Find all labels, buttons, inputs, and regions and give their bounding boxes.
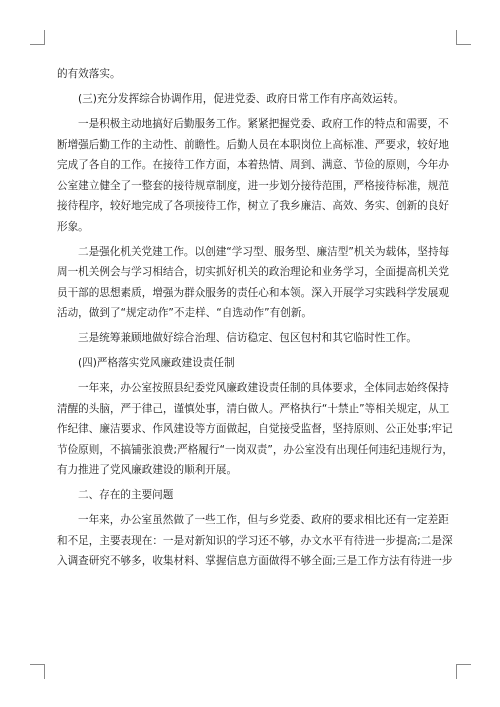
crop-mark-top-right <box>456 30 471 45</box>
section-heading <box>57 485 443 506</box>
text-line: 接待程序，较好地完成了各项接待工作，树立了我乡廉洁、高效、务实、创新的良好 <box>57 200 449 212</box>
text-line: 节俭原则，不搞铺张浪费;严格履行“一岗双责”，办公室没有出现任何违纪违规行为， <box>57 443 453 456</box>
body-paragraph <box>57 242 450 324</box>
body-paragraph <box>57 378 453 481</box>
text-line: 公室建立健全了一整套的接待规章制度，进一步划分接待范围，严格接待标准，规范 <box>57 179 449 192</box>
text-line: 断增强后勤工作的主动性、前瞻性。后勤人员在本职岗位上高标准、严要求，较好地 <box>57 138 449 151</box>
text-line: 的有效落实。 <box>57 68 121 80</box>
text-line: 入调查研究不够多，收集材料、掌握信息方面做得不够全面;三是工作方法有待进一步 <box>57 555 453 567</box>
text-line: (四)严格落实党风廉政建设责任制 <box>78 357 235 369</box>
document-body <box>57 64 453 572</box>
text-line: 一是积极主动地搞好后勤服务工作。紧紧把握党委、政府工作的特点和需要，不 <box>78 118 449 130</box>
text-line: 二是强化机关党建工作。以创建“学习型、服务型、廉洁型”机关为载体，坚持每 <box>78 245 450 258</box>
text-line: 形象。 <box>57 220 89 233</box>
text-line: 清醒的头脑，严于律己，谨慎处事，清白做人。严格执行“十禁止”等相关规定，从工 <box>57 402 450 415</box>
text-line: 员干部的思想素质，增强为群众服务的责任心和本领。深入开展学习实践科学发展观 <box>57 286 449 299</box>
text-line: 作纪律、廉洁要求、作风建设等方面做起，自觉接受监督，坚持原则、公正处事;牢记 <box>57 423 453 435</box>
text-line: 二、存在的主要问题 <box>78 489 174 501</box>
crop-mark-bottom-right <box>456 664 471 679</box>
body-paragraph <box>57 64 443 85</box>
text-line: 三是统筹兼顾地做好综合治理、信访稳定、包区包村和其它临时性工作。 <box>78 332 417 344</box>
text-line: 周一机关例会与学习相结合，切实抓好机关的政治理论和业务学习，全面提高机关党 <box>57 266 449 278</box>
body-paragraph <box>57 114 449 237</box>
text-line: 一年来，办公室按照县纪委党风廉政建设责任制的具体要求，全体同志始终保持 <box>78 382 449 394</box>
text-line: 完成了各自的工作。在接待工作方面，本着热情、周到、满意、节俭的原则，今年办 <box>57 159 449 171</box>
text-line: 活动，做到了“规定动作”不走样、“自选动作”有创新。 <box>57 307 313 319</box>
text-line: (三)充分发挥综合协调作用，促进党委、政府日常工作有序高效运转。 <box>78 93 405 105</box>
body-paragraph <box>57 510 453 572</box>
text-line: 一年来，办公室虽然做了一些工作，但与乡党委、政府的要求相比还有一定差距 <box>78 514 449 526</box>
section-heading <box>57 353 443 374</box>
crop-mark-top-left <box>30 30 45 45</box>
text-line: 有力推进了党风廉政建设的顺利开展。 <box>57 464 238 476</box>
crop-mark-bottom-left <box>30 664 45 679</box>
section-heading <box>57 89 443 110</box>
body-paragraph <box>57 328 443 349</box>
text-line: 和不足，主要表现在：一是对新知识的学习还不够，办文水平有待进一步提高;二是深 <box>57 534 453 547</box>
